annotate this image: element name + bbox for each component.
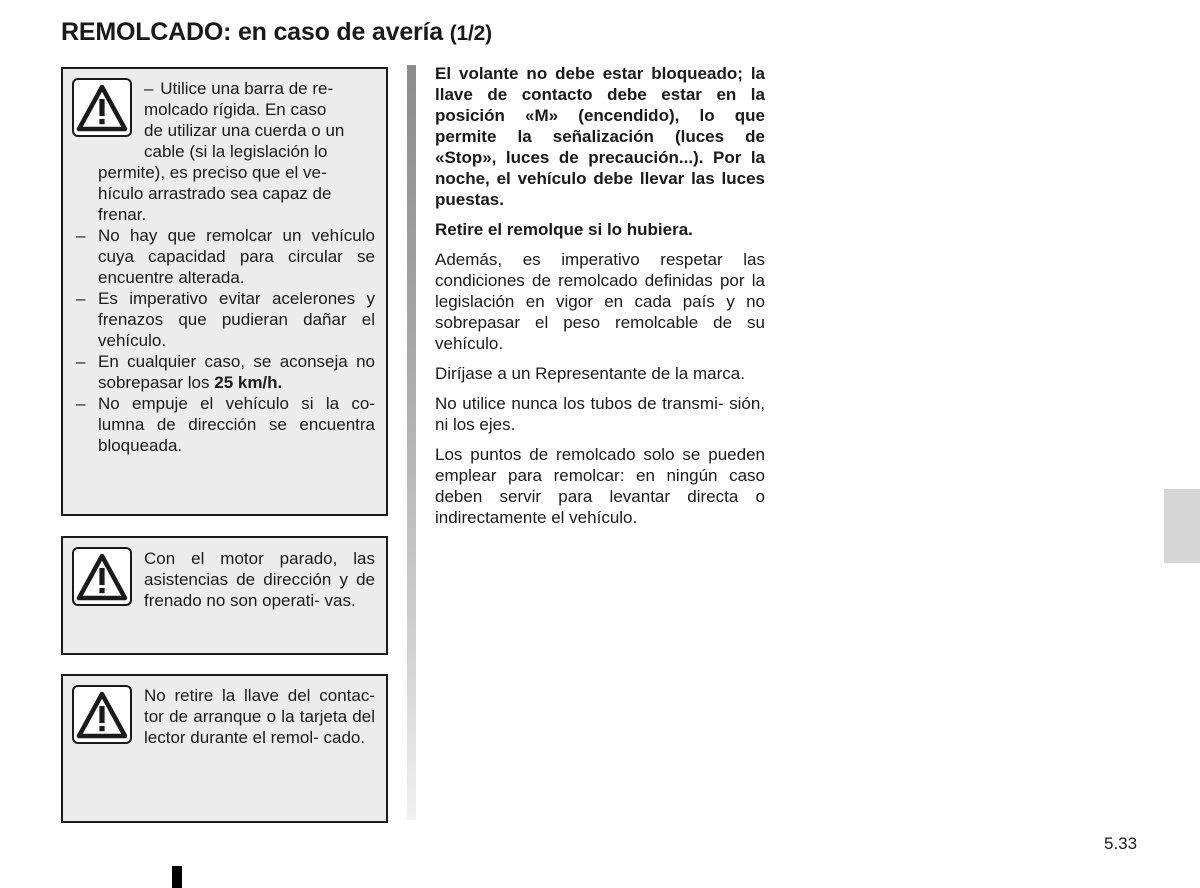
list-item: – En cualquier caso, se aconseja no sobrepasar los 25 km/h. [76, 352, 375, 392]
paragraph-representative: Diríjase a un Representante de la marca. [435, 364, 745, 383]
title-suffix: (1/2) [449, 22, 492, 45]
warning-line: molcado rígida. En caso [144, 100, 327, 119]
chapter-tab [1164, 489, 1200, 563]
list-item: – No empuje el vehículo si la co- lumna de dirección se encuentra bloqueada. [76, 394, 375, 455]
paragraph-towing-points: Los puntos de remolcado solo se pueden emplear para remolcar: en ningún caso deben servir para levantar directa o indirectamente el vehículo. [435, 445, 765, 527]
page-title [61, 18, 492, 47]
warning-box-towing-rules [61, 67, 388, 516]
warning-box-key [61, 674, 388, 823]
warning-line: cable (si la legislación lo [144, 142, 328, 161]
warning-line: permite), es preciso que el ve- [98, 163, 327, 182]
warning-line: hículo arrastrado sea capaz de [98, 184, 332, 203]
warning-line: de utilizar una cuerda o un [144, 121, 345, 140]
warning-box-text: Con el motor parado, las asistencias de dirección y de frenado no son operati- vas. [144, 549, 375, 610]
warning-line: – Utilice una barra de re- [144, 79, 334, 98]
warning-box-engine-off [61, 536, 388, 655]
crop-mark [172, 866, 182, 888]
list-item: – Es imperativo evitar acelerones y frenazos que pudieran dañar el vehículo. [76, 289, 375, 350]
speed-limit: 25 km/h. [214, 373, 283, 392]
paragraph-driveshafts: No utilice nunca los tubos de transmi- sión, ni los ejes. [435, 394, 765, 434]
warning-box-text: No retire la llave del contac- tor de arranque o la tarjeta del lector durante el remol- cado. [144, 686, 375, 747]
paragraph-legislation: Además, es imperativo respetar las condiciones de remolcado definidas por la legislación en vigor en cada país y no sobrepasar el peso remolcable de su vehículo. [435, 250, 765, 353]
paragraph-trailer: Retire el remolque si lo hubiera. [435, 220, 693, 239]
warning-triangle-icon [72, 685, 132, 744]
warning-box-text [76, 78, 375, 456]
column-divider-bar [407, 65, 416, 820]
warning-triangle-icon [72, 547, 132, 606]
page-number: 5.33 [1104, 834, 1138, 853]
list-item: – No hay que remolcar un vehículo cuya capacidad para circular se encuentre alterada. [76, 226, 375, 287]
warning-list [76, 225, 375, 456]
paragraph-steering: El volante no debe estar bloqueado; la llave de contacto debe estar en la posición «M» (encendido), lo que permite la señalización (luces de «Stop», luces de precaución...). Por la noche, el vehículo debe llevar las luces puestas. [435, 64, 765, 209]
instructions-column [435, 63, 765, 537]
warning-line: frenar. [98, 205, 147, 224]
title-main: REMOLCADO: en caso de avería [61, 18, 444, 46]
